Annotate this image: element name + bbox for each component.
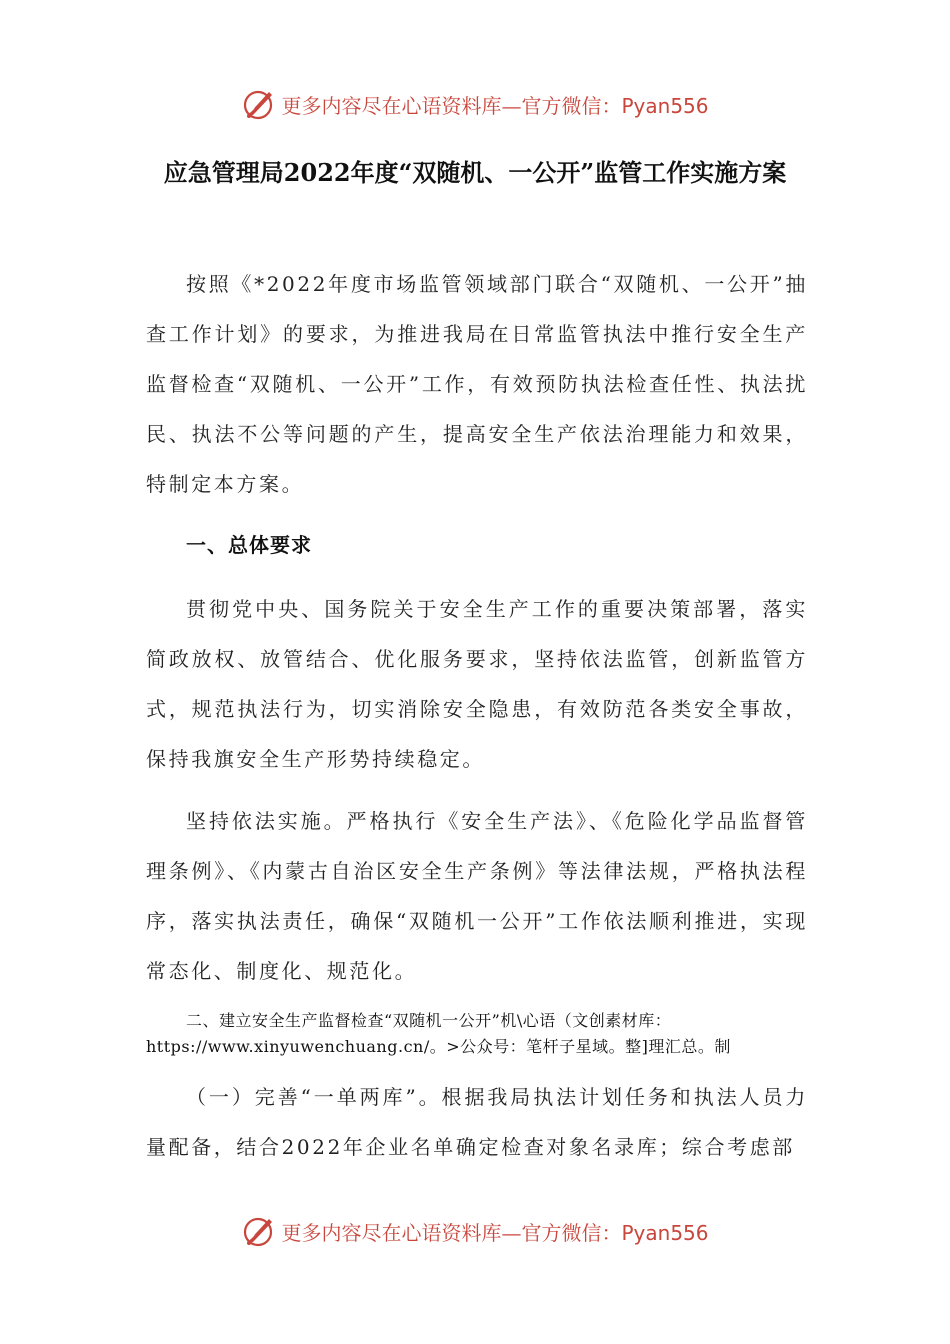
header-watermark-banner [0, 84, 950, 124]
section-2-paragraph-1: （一）完善“一单两库”。根据我局执法计划任务和执法人员力量配备，结合2022年企业名单确定检查对象名录库；综合考虑部 [146, 1085, 808, 1159]
section-1-paragraph-2: 坚持依法实施。严格执行《安全生产法》、《危险化学品监督管理条例》、《内蒙古自治区安全生产条例》等法律法规，严格执法程序，落实执法责任，确保“双随机一公开”工作依法顺利推进，实现常态化、制度化、规范化。 [146, 809, 808, 983]
section-2-heading-line: 二、建立安全生产监督检查“双随机一公开”机\心语（文创素材库：https://www.xinyuwenchuang.cn/。>公众号：笔杆子星域。整]理汇总。制 [146, 1011, 731, 1056]
watermark-text: 更多内容尽在心语资料库—官方微信：Pyan556 [281, 1220, 709, 1245]
intro-paragraph: 按照《*2022年度市场监管领域部门联合“双随机、一公开”抽查工作计划》的要求，为推进我局在日常监管执法中推行安全生产监督检查“双随机、一公开”工作，有效预防执法检查任性、执法扰民、执法不公等问题的产生，提高安全生产依法治理能力和效果，特制定本方案。 [146, 272, 808, 496]
footer-watermark-banner [0, 1211, 950, 1251]
section-1-heading: 一、总体要求 [186, 533, 312, 557]
wechat-id: Pyan556 [621, 93, 709, 118]
watermark-text: 更多内容尽在心语资料库—官方微信：Pyan556 [281, 93, 709, 118]
quill-pen-logo-icon [241, 1213, 277, 1249]
wechat-id: Pyan556 [621, 1220, 709, 1245]
quill-pen-logo-icon [241, 86, 277, 122]
section-1-paragraph-1: 贯彻党中央、国务院关于安全生产工作的重要决策部署，落实简政放权、放管结合、优化服务要求，坚持依法监管，创新监管方式，规范执法行为，切实消除安全隐患，有效防范各类安全事故，保持我旗安全生产形势持续稳定。 [146, 597, 808, 771]
document-title: 应急管理局2022年度“双随机、一公开”监管工作实施方案 [163, 158, 787, 187]
